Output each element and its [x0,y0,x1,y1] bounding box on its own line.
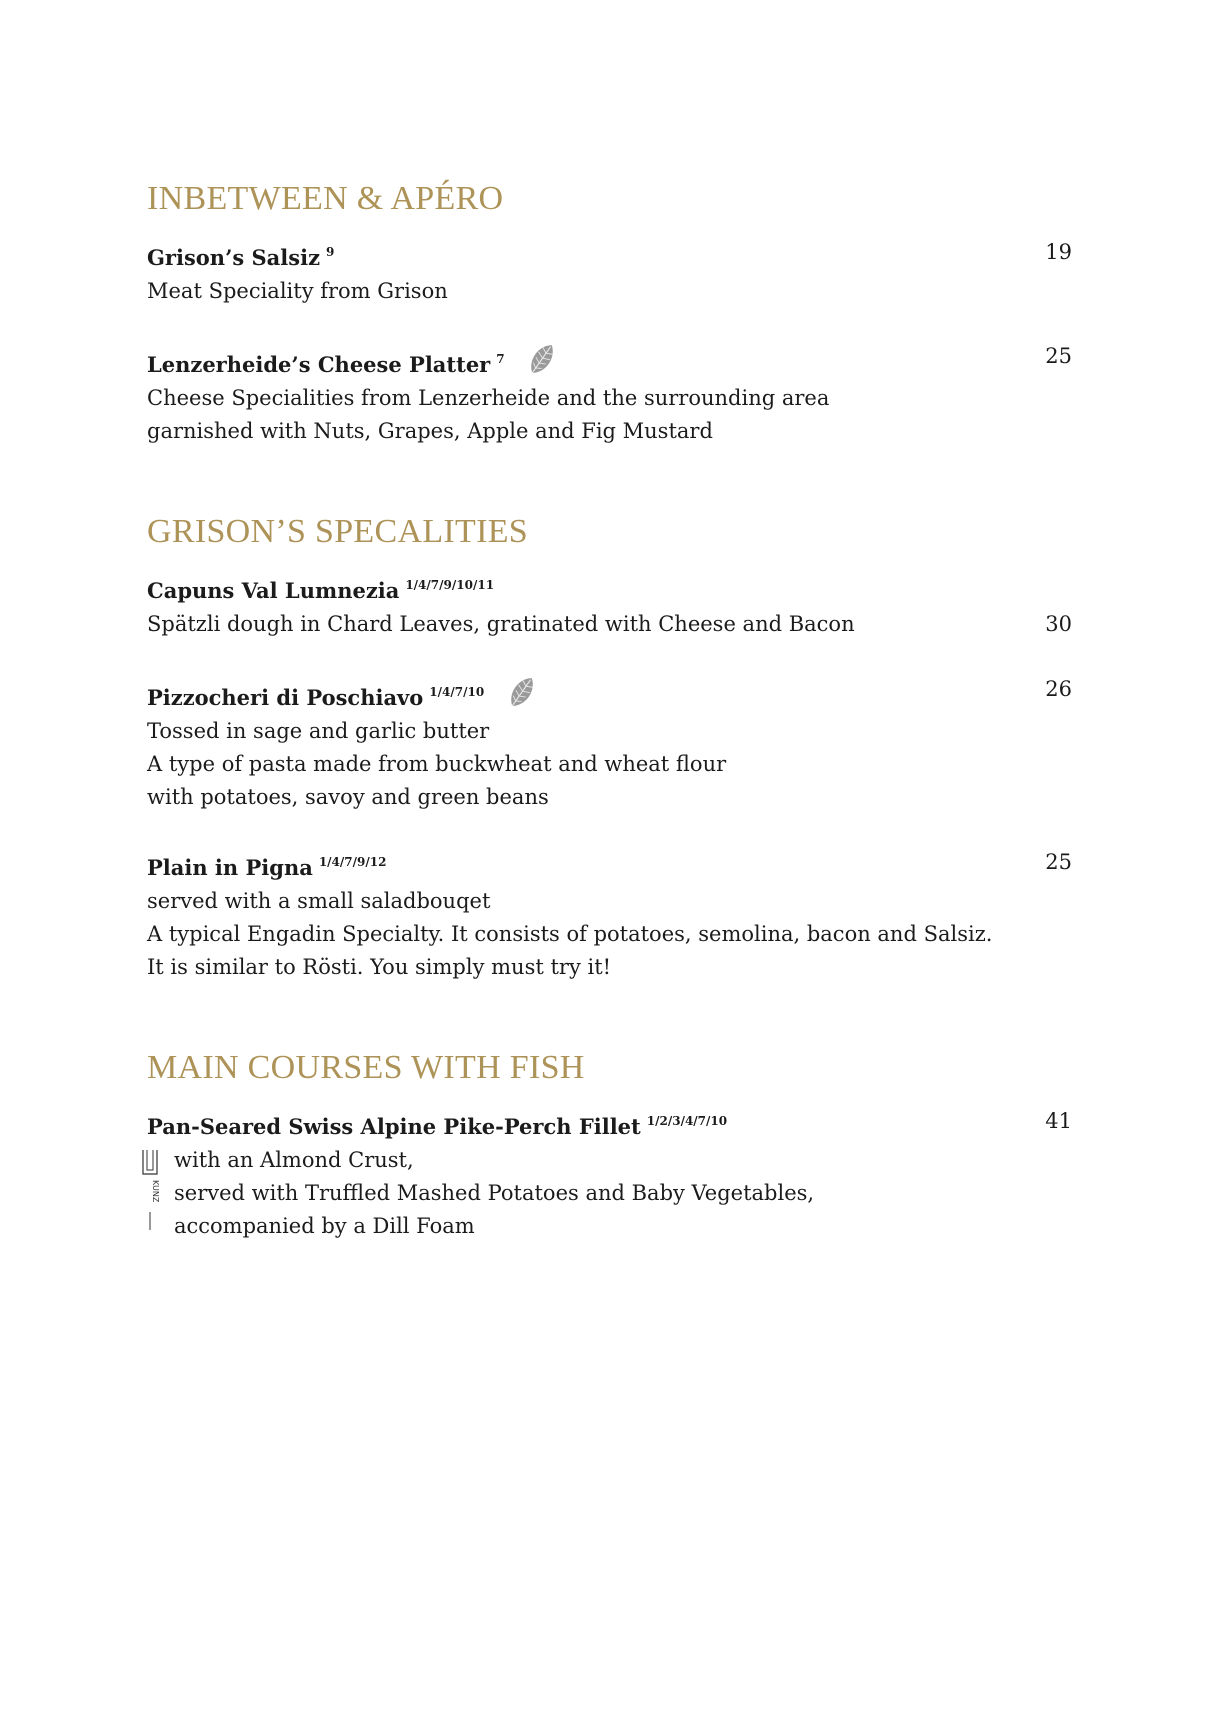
item-allergens: 1/4/7/9/10/11 [405,578,495,592]
item-name: Grison’s Salsiz [147,245,320,270]
item-allergens: 9 [326,245,335,259]
menu-item-cheese-platter [147,340,1072,448]
item-price: 30 [1045,612,1072,636]
item-description: It is similar to Rösti. You simply must try it! [147,955,612,979]
item-price: 41 [1045,1109,1072,1133]
item-name: Capuns Val Lumnezia [147,578,400,603]
item-description: Cheese Specialities from Lenzerheide and the surrounding area [147,386,830,410]
menu-page [147,178,1072,1306]
item-price: 25 [1045,344,1072,368]
item-description [147,608,1072,641]
menu-item-capuns [147,569,1072,641]
item-allergens: 1/4/7/9/12 [318,855,387,869]
item-description: accompanied by a Dill Foam [174,1214,475,1238]
item-description: served with a small saladbouqet [147,889,491,913]
item-description: A typical Engadin Specialty. It consists of potatoes, semolina, bacon and Salsiz. [147,922,993,946]
menu-item-pike-perch [147,1105,1072,1243]
item-description: with an Almond Crust, [174,1148,414,1172]
section-inbetween-apero [147,178,1072,448]
item-description: garnished with Nuts, Grapes, Apple and Fig Mustard [147,419,713,443]
item-allergens: 1/2/3/4/7/10 [646,1114,728,1128]
menu-item-plain-in-pigna [147,846,1072,984]
section-title: INBETWEEN & APÉRO [147,180,504,217]
item-allergens: 7 [496,352,505,366]
item-name: Pan-Seared Swiss Alpine Pike-Perch Fillet [147,1114,641,1139]
item-description: Meat Speciality from Grison [147,279,448,303]
menu-item-grisons-salsiz [147,236,1072,308]
section-main-courses-fish [147,1047,1072,1243]
kunz-logo [141,1148,159,1232]
item-name: Plain in Pigna [147,855,313,880]
item-name: Pizzocheri di Poschiavo [147,685,424,710]
item-price: 19 [1045,240,1072,264]
section-title: GRISON’S SPECALITIES [147,513,528,550]
item-description: Tossed in sage and garlic butter [147,719,490,743]
item-description: with potatoes, savoy and green beans [147,785,549,809]
leaf-icon [505,673,539,711]
section-title: MAIN COURSES WITH FISH [147,1049,585,1086]
menu-item-pizzocheri [147,673,1072,814]
item-description: served with Truffled Mashed Potatoes and Baby Vegetables, [174,1181,815,1205]
item-name: Lenzerheide’s Cheese Platter [147,352,491,377]
item-description-text: Spätzli dough in Chard Leaves, gratinated with Cheese and Bacon [147,612,855,636]
leaf-icon [525,340,559,378]
item-allergens: 1/4/7/10 [429,685,485,699]
item-price: 25 [1045,850,1072,874]
item-price: 26 [1045,677,1072,701]
item-description: A type of pasta made from buckwheat and wheat flour [147,752,727,776]
svg-text:KUNZ: KUNZ [151,1180,160,1203]
section-grisons-specialities [147,511,1072,984]
